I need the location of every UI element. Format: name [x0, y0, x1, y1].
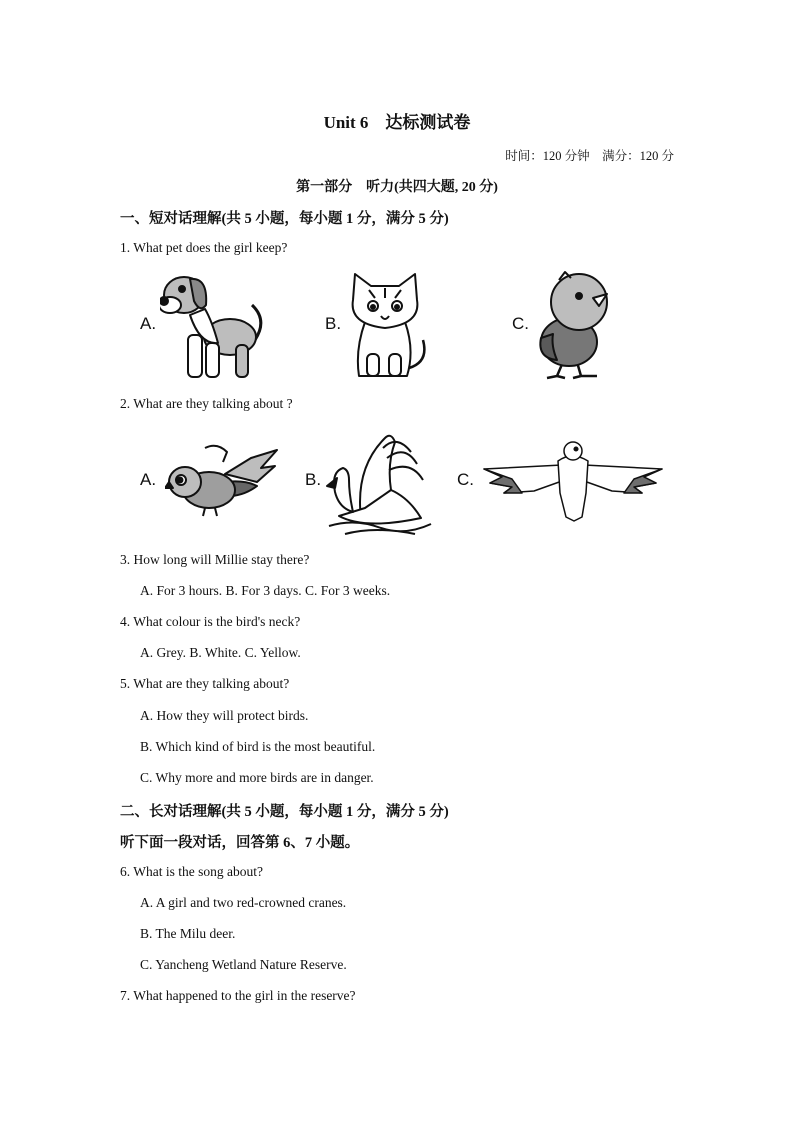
- eagle-icon: [482, 437, 664, 523]
- question-6: 6. What is the song about?: [120, 864, 263, 879]
- exam-meta: 时间：120 分钟 满分：120 分: [505, 149, 674, 163]
- section-instruction: 听下面一段对话，回答第 6、7 小题。: [120, 835, 360, 851]
- page-title: Unit 6 达标测试卷: [323, 113, 471, 132]
- part-heading: 第一部分 听力(共四大题, 20 分): [296, 180, 498, 195]
- question-3: 3. How long will Millie stay there?: [120, 552, 310, 567]
- q6-option-a: A. A girl and two red-crowned cranes.: [140, 895, 347, 910]
- section-heading-1: 一、短对话理解(共 5 小题，每小题 1 分，满分 5 分): [120, 211, 449, 227]
- dog-icon: [160, 265, 270, 383]
- q5-option-b: B. Which kind of bird is the most beautiful.: [140, 739, 376, 754]
- question-4: 4. What colour is the bird's neck?: [120, 614, 301, 629]
- q6-option-c: C. Yancheng Wetland Nature Reserve.: [140, 957, 347, 972]
- chick-icon: [535, 268, 615, 382]
- q5-option-c: C. Why more and more birds are in danger.: [140, 770, 374, 785]
- q2-option-c-label: C.: [457, 470, 474, 489]
- question-5: 5. What are they talking about?: [120, 676, 290, 691]
- question-1: 1. What pet does the girl keep?: [120, 240, 288, 255]
- q6-option-b: B. The Milu deer.: [140, 926, 236, 941]
- q1-option-a-label: A.: [140, 314, 157, 333]
- question-2: 2. What are they talking about ?: [120, 396, 293, 411]
- question-7: 7. What happened to the girl in the reserve?: [120, 988, 356, 1003]
- q2-option-b-label: B.: [305, 470, 322, 489]
- sparrow-icon: [165, 438, 280, 518]
- q1-option-c-label: C.: [512, 314, 529, 333]
- q3-options: A. For 3 hours. B. For 3 days. C. For 3 weeks.: [140, 583, 391, 598]
- q1-option-b-label: B.: [325, 314, 342, 333]
- q2-option-a-label: A.: [140, 470, 157, 489]
- q4-options: A. Grey. B. White. C. Yellow.: [140, 645, 301, 660]
- cat-icon: [345, 270, 430, 382]
- section-heading-2: 二、长对话理解(共 5 小题，每小题 1 分，满分 5 分): [120, 804, 449, 820]
- swan-icon: [325, 428, 435, 538]
- q5-option-a: A. How they will protect birds.: [140, 708, 309, 723]
